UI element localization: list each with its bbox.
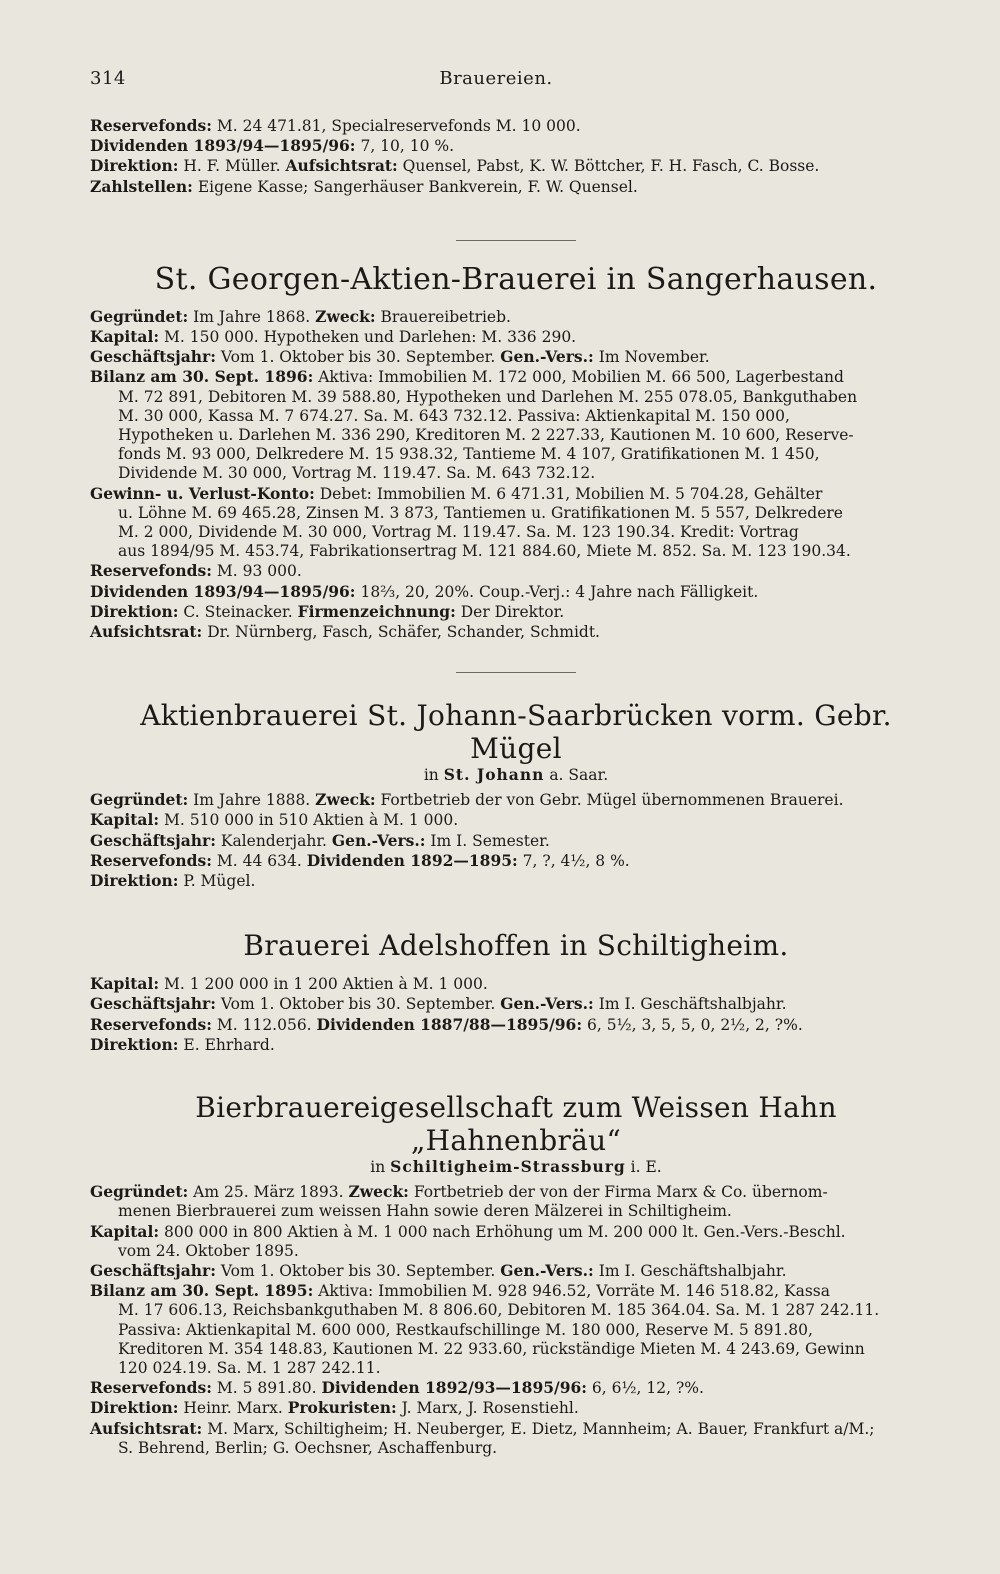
entry-line [90, 347, 942, 367]
field-text: Dividende M. 30 000, Vortrag M. 119.47. Sa. M. 643 732.12. [118, 464, 596, 483]
field-label: Reservefonds: [90, 1014, 212, 1034]
entry-continuation-line [90, 407, 942, 426]
entry-line [90, 1182, 942, 1202]
entry-line [90, 851, 942, 871]
field-text: menen Bierbrauerei zum weissen Hahn sowie deren Mälzerei in Schiltigheim. [118, 1202, 732, 1221]
field-label: Direktion: [90, 1398, 179, 1418]
entry-continuation-line [90, 1340, 942, 1359]
field-label: Reservefonds: [90, 116, 212, 135]
field-text: u. Löhne M. 69 465.28, Zinsen M. 3 873, Tantiemen u. Gratifikationen M. 5 557, Delkredere [118, 503, 843, 522]
section-body-adelshoffen [90, 974, 942, 1055]
entry-line [90, 1035, 942, 1055]
field-text: M. 510 000 in 510 Aktien à M. 1 000. [159, 811, 459, 830]
separator-rule [456, 240, 576, 241]
field-label: Zweck: [348, 1182, 409, 1202]
field-text: fonds M. 93 000, Delkredere M. 15 938.32, Tantieme M. 4 107, Gratifikationen M. 1 450, [118, 445, 820, 464]
entry-line [90, 790, 942, 810]
field-text: M. 2 000, Dividende M. 30 000, Vortrag M. 119.47. Sa. M. 123 190.34. Kredit: Vortrag [118, 523, 799, 542]
entry-line [90, 871, 942, 891]
field-text: Fortbetrieb der von Gebr. Mügel übernommenen Brauerei. [375, 791, 844, 810]
field-text: M. 112.056. [211, 1015, 317, 1034]
field-label: Reservefonds: [90, 1378, 212, 1398]
subtitle-suffix: i. E. [625, 1158, 662, 1177]
field-text: Am 25. März 1893. [188, 1183, 349, 1202]
field-label: Gewinn- u. Verlust-Konto: [90, 483, 315, 503]
field-label: Direktion: [90, 601, 179, 621]
field-text: M. Marx, Schiltigheim; H. Neuberger, E. Dietz, Mannheim; A. Bauer, Frankfurt a/M.; [202, 1419, 875, 1438]
field-label: Gen.-Vers.: [500, 994, 594, 1014]
field-text: Der Direktor. [455, 602, 565, 621]
field-label: Dividenden 1893/94—1895/96: [90, 581, 356, 601]
entry-line [90, 367, 942, 387]
field-text: 120 024.19. Sa. M. 1 287 242.11. [118, 1358, 381, 1377]
field-label: Zweck: [315, 306, 376, 326]
subtitle-prefix: in [423, 766, 444, 785]
entry-continuation-line [90, 1242, 942, 1261]
entry-continuation-line [90, 1301, 942, 1320]
field-text: Im I. Geschäftshalbjahr. [593, 1261, 787, 1280]
field-text: H. F. Müller. [178, 157, 286, 176]
entry-line [90, 1378, 942, 1398]
field-label: Kapital: [90, 327, 160, 347]
entry-line [90, 974, 942, 994]
field-text: Vom 1. Oktober bis 30. September. [215, 348, 501, 367]
section-title-hahnenbraeu: Bierbrauereigesellschaft zum Weissen Hahn „Hahnenbräu“ [195, 1091, 837, 1158]
subtitle-place: Schiltigheim-Strassburg [390, 1157, 626, 1177]
field-text: M. 72 891, Debitoren M. 39 588.80, Hypotheken und Darlehen M. 255 078.05, Bankguthaben [118, 387, 858, 406]
field-text: vom 24. Oktober 1895. [118, 1241, 299, 1260]
field-text: Hypotheken u. Darlehen M. 336 290, Kreditoren M. 2 227.33, Kautionen M. 10 600, Reserve- [118, 426, 854, 445]
field-label: Prokuristen: [287, 1398, 397, 1418]
field-text: M. 17 606.13, Reichsbankguthaben M. 8 806.60, Debitoren M. 185 364.04. Sa. M. 1 287 242.11. [118, 1301, 880, 1320]
field-text: Heinr. Marx. [178, 1399, 288, 1418]
section-body-mugel [90, 790, 942, 891]
entry-line [90, 156, 942, 176]
field-label: Bilanz am 30. Sept. 1896: [90, 367, 314, 387]
field-label: Gegründet: [90, 306, 189, 326]
section-title-adelshoffen: Brauerei Adelshoffen in Schiltigheim. [243, 929, 789, 963]
field-text: 18⅔, 20, 20%. Coup.-Verj.: 4 Jahre nach Fälligkeit. [355, 582, 759, 601]
field-text: Passiva: Aktienkapital M. 600 000, Restkaufschillinge M. 180 000, Reserve M. 5 891.80, [118, 1320, 813, 1339]
field-label: Bilanz am 30. Sept. 1895: [90, 1281, 314, 1301]
entry-line [90, 831, 942, 851]
field-label: Aufsichtsrat: [90, 622, 203, 642]
field-text: Im November. [593, 348, 710, 367]
entry-line [90, 1398, 942, 1418]
field-text: 7, 10, 10 %. [355, 137, 455, 156]
field-label: Dividenden 1892—1895: [306, 850, 518, 870]
field-text: Im I. Geschäftshalbjahr. [593, 995, 787, 1014]
field-text: M. 93 000. [211, 562, 302, 581]
field-label: Aufsichtsrat: [285, 156, 398, 176]
entry-line [90, 136, 942, 156]
section-subtitle-hahnenbraeu [90, 1157, 942, 1176]
field-label: Geschäftsjahr: [90, 347, 216, 367]
field-text: J. Marx, J. Rosenstiehl. [396, 1399, 579, 1418]
field-text: Fortbetrieb der von der Firma Marx & Co. übernom- [408, 1183, 828, 1202]
field-text: Eigene Kasse; Sangerhäuser Bankverein, F. W. Quensel. [192, 177, 638, 196]
field-label: Kapital: [90, 974, 160, 994]
entry-line [90, 602, 942, 622]
separator-rule [456, 672, 576, 673]
entry-line [90, 116, 942, 136]
section-title-georgen: St. Georgen-Aktien-Brauerei in Sangerhausen. [154, 261, 878, 297]
field-text: Vom 1. Oktober bis 30. September. [215, 1261, 501, 1280]
field-text: 800 000 in 800 Aktien à M. 1 000 nach Erhöhung um M. 200 000 lt. Gen.-Vers.-Beschl. [159, 1222, 846, 1241]
top-block [90, 116, 942, 197]
entry-continuation-line [90, 445, 942, 464]
field-text: Im Jahre 1888. [188, 791, 316, 810]
entry-continuation-line [90, 1202, 942, 1221]
field-label: Geschäftsjahr: [90, 1260, 216, 1280]
field-label: Gen.-Vers.: [500, 1260, 594, 1280]
field-text: P. Mügel. [178, 872, 256, 891]
page-number: 314 [90, 68, 126, 89]
field-text: Aktiva: Immobilien M. 172 000, Mobilien M. 66 500, Lagerbestand [313, 368, 844, 387]
field-label: Direktion: [90, 156, 179, 176]
field-label: Dividenden 1887/88—1895/96: [316, 1014, 583, 1034]
field-text: M. 1 200 000 in 1 200 Aktien à M. 1 000. [159, 975, 488, 994]
field-text: M. 44 634. [211, 851, 307, 870]
field-label: Gegründet: [90, 790, 189, 810]
entry-line [90, 484, 942, 504]
field-label: Kapital: [90, 1221, 160, 1241]
field-text: Brauereibetrieb. [375, 307, 511, 326]
field-text: C. Steinacker. [178, 602, 298, 621]
field-text: aus 1894/95 M. 453.74, Fabrikationsertrag M. 121 884.60, Miete M. 852. Sa. M. 123 190.34. [118, 542, 851, 561]
entry-line [90, 622, 942, 642]
entry-continuation-line [90, 426, 942, 445]
section-subtitle-mugel [90, 765, 942, 784]
field-label: Gen.-Vers.: [500, 347, 594, 367]
field-label: Dividenden 1892/93—1895/96: [321, 1378, 587, 1398]
field-text: 6, 5½, 3, 5, 5, 0, 2½, 2, ?%. [582, 1015, 803, 1034]
field-label: Aufsichtsrat: [90, 1418, 203, 1438]
section-title-mugel: Aktienbrauerei St. Johann-Saarbrücken vorm. Gebr. Mügel [140, 699, 892, 766]
entry-continuation-line [90, 1359, 942, 1378]
field-label: Gen.-Vers.: [331, 830, 426, 850]
field-text: Im Jahre 1868. [188, 307, 316, 326]
field-label: Kapital: [90, 810, 160, 830]
entry-continuation-line [90, 1439, 942, 1458]
entry-continuation-line [90, 504, 942, 523]
section-body-hahnenbraeu [90, 1182, 942, 1458]
field-text: Vom 1. Oktober bis 30. September. [215, 995, 501, 1014]
field-label: Direktion: [90, 1034, 179, 1054]
field-label: Direktion: [90, 871, 179, 891]
entry-line [90, 1419, 942, 1439]
field-text: 6, 6½, 12, ?%. [587, 1379, 704, 1398]
field-label: Gegründet: [90, 1182, 189, 1202]
field-label: Reservefonds: [90, 850, 212, 870]
entry-line [90, 177, 942, 197]
entry-line [90, 1261, 942, 1281]
running-title: Brauereien. [439, 68, 553, 89]
field-text: 7, ?, 4½, 8 %. [517, 851, 630, 870]
entry-line [90, 327, 942, 347]
field-label: Reservefonds: [90, 561, 212, 581]
field-text: M. 150 000. Hypotheken und Darlehen: M. 336 290. [159, 328, 577, 347]
field-text: Dr. Nürnberg, Fasch, Schäfer, Schander, Schmidt. [202, 623, 600, 642]
field-text: Quensel, Pabst, K. W. Böttcher, F. H. Fasch, C. Bosse. [397, 157, 820, 176]
field-text: M. 24 471.81, Specialreservefonds M. 10 000. [211, 117, 581, 135]
field-text: Kreditoren M. 354 148.83, Kautionen M. 22 933.60, rückständige Mieten M. 4 243.69, Gewinn [118, 1339, 865, 1358]
entry-continuation-line [90, 523, 942, 542]
entry-continuation-line [90, 388, 942, 407]
entry-continuation-line [90, 1321, 942, 1340]
running-header [90, 68, 942, 94]
entry-line [90, 561, 942, 581]
field-text: Debet: Immobilien M. 6 471.31, Mobilien M. 5 704.28, Gehälter [314, 484, 823, 503]
field-label: Dividenden 1893/94—1895/96: [90, 136, 356, 156]
field-label: Zweck: [315, 790, 376, 810]
field-text: E. Ehrhard. [178, 1035, 275, 1054]
field-text: M. 30 000, Kassa M. 7 674.27. Sa. M. 643 732.12. Passiva: Aktienkapital M. 150 000, [118, 406, 790, 425]
field-label: Firmenzeichnung: [297, 601, 456, 621]
field-label: Geschäftsjahr: [90, 830, 216, 850]
entry-line [90, 1222, 942, 1242]
entry-line [90, 1015, 942, 1035]
field-text: S. Behrend, Berlin; G. Oechsner, Aschaffenburg. [118, 1438, 498, 1457]
subtitle-place: St. Johann [443, 765, 545, 785]
entry-line [90, 1281, 942, 1301]
field-text: Kalenderjahr. [215, 831, 332, 850]
section-body-georgen [90, 307, 942, 642]
entry-line [90, 810, 942, 830]
entry-line [90, 582, 942, 602]
subtitle-suffix: a. Saar. [544, 766, 609, 785]
entry-line [90, 307, 942, 327]
entry-line [90, 994, 942, 1014]
field-label: Zahlstellen: [90, 176, 193, 196]
field-label: Geschäftsjahr: [90, 994, 216, 1014]
field-text: Im I. Semester. [425, 831, 550, 850]
field-text: Aktiva: Immobilien M. 928 946.52, Vorräte M. 146 518.82, Kassa [313, 1282, 830, 1301]
entry-continuation-line [90, 464, 942, 483]
field-text: M. 5 891.80. [211, 1379, 322, 1398]
entry-continuation-line [90, 542, 942, 561]
subtitle-prefix: in [370, 1158, 391, 1177]
